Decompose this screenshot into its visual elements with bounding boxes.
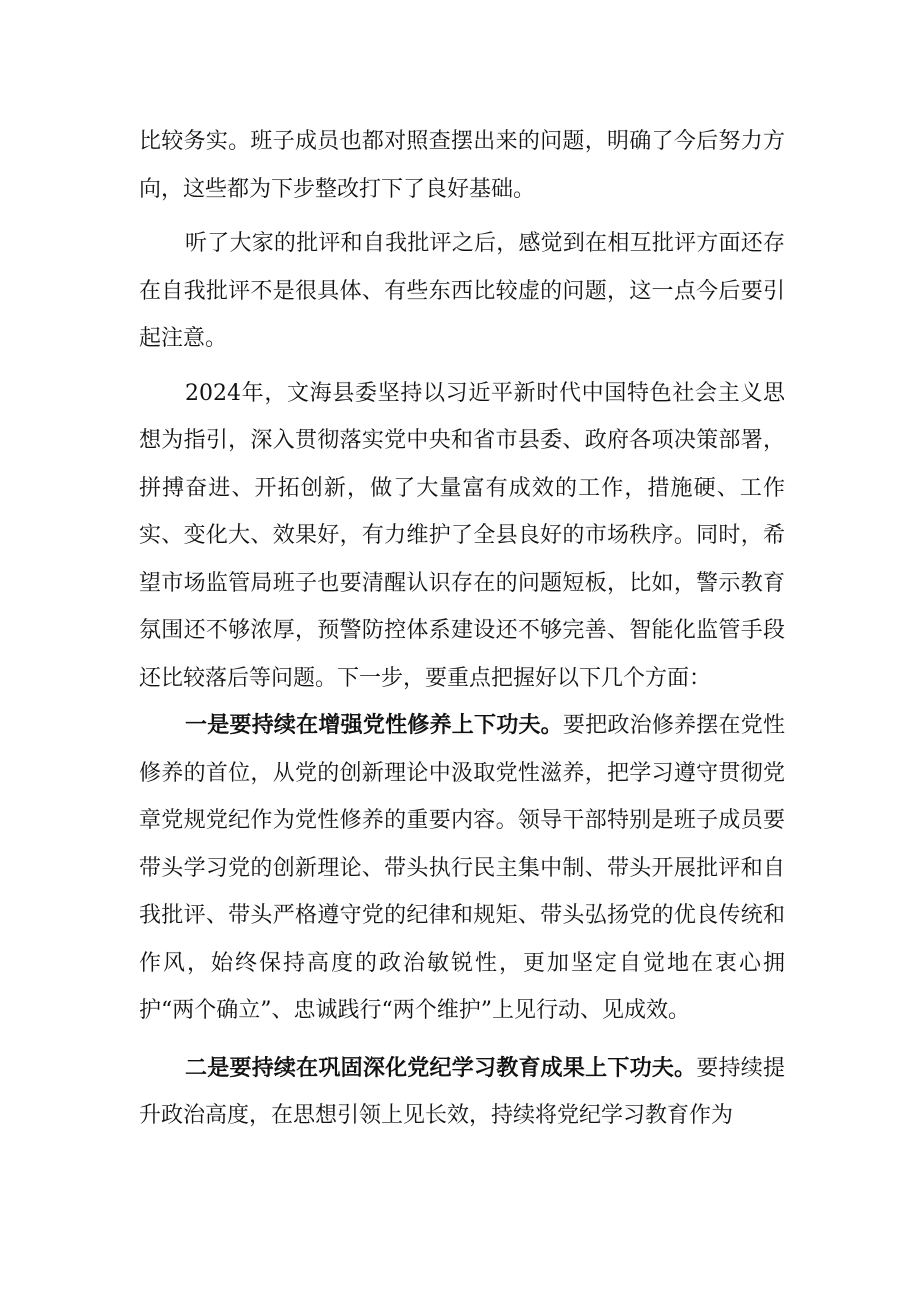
- paragraph-text: 听了大家的批评和自我批评之后，感觉到在相互批评方面还存在自我批评不是很具体、有些东西比较虚的问题，这一点今后要引起注意。: [139, 231, 785, 351]
- paragraph-text: 要持续提升政治高度，在思想引领上见长效，持续将党纪学习教育作为: [139, 1055, 785, 1128]
- document-body: [139, 118, 785, 1140]
- paragraph-criticism: [139, 220, 785, 363]
- paragraph-heading: 二是要持续在巩固深化党纪学习教育成果上下功夫。: [185, 1054, 697, 1081]
- paragraph-point-one: [139, 702, 785, 1035]
- paragraph-heading: 一是要持续在增强党性修养上下功夫。: [185, 712, 563, 738]
- paragraph-point-two: [139, 1045, 785, 1140]
- paragraph-summary-2024: [139, 370, 785, 703]
- paragraph-continuation: [139, 118, 785, 213]
- paragraph-text: 2024年，文海县委坚持以习近平新时代中国特色社会主义思想为指引，深入贯彻落实党中央和省市县委、政府各项决策部署，拼搏奋进、开拓创新，做了大量富有成效的工作，措施硬、工作实、变化大、效果好，有力维护了全县良好的市场秩序。同时，希望市场监管局班子也要清醒认识存在的问题短板，比如，警示教育氛围还不够浓厚，预警防控体系建设还不够完善、智能化监管手段还比较落后等问题。下一步，要重点把握好以下几个方面：: [139, 380, 785, 691]
- paragraph-text: 要把政治修养摆在党性修养的首位，从党的创新理论中汲取党性滋养，把学习遵守贯彻党章党规党纪作为党性修养的重要内容。领导干部特别是班子成员要带头学习党的创新理论、带头执行民主集中制、带头开展批评和自我批评、带头严格遵守党的纪律和规矩、带头弘扬党的优良传统和作风，始终保持高度的政治敏锐性，更加坚定自觉地在衷心拥护“两个确立”、忠诚践行“两个维护”上见行动、见成效。: [139, 713, 785, 1023]
- paragraph-text: 比较务实。班子成员也都对照查摆出来的问题，明确了今后努力方向，这些都为下步整改打下了良好基础。: [139, 129, 785, 202]
